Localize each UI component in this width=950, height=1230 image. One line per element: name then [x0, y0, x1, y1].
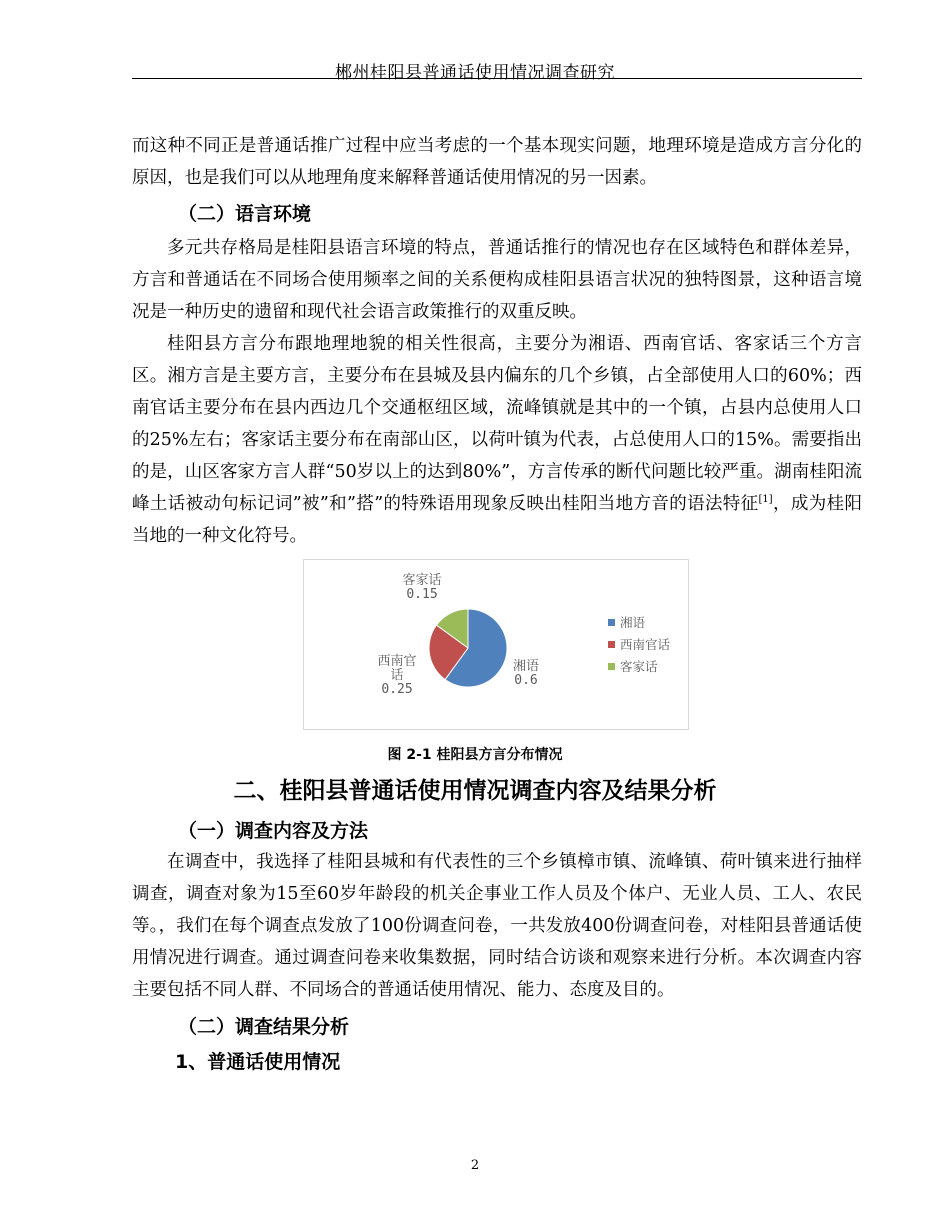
- data-label-value-xiang: 0.6: [514, 673, 538, 688]
- paragraph-2-text: 多元共存格局是桂阳县语言环境的特点，普通话推行的情况也存在区域特色和群体差异，方言和普通话在不同场合使用频率之间的关系便构成桂阳县语言状况的独特图景，这种语言境况是一种历史的遗留和现代社会语言政策推行的双重反映。: [132, 238, 862, 322]
- figure-caption: 图 2-1 桂阳县方言分布情况: [387, 747, 563, 763]
- paragraph-4-text: 在调查中，我选择了桂阳县城和有代表性的三个乡镇樟市镇、流峰镇、荷叶镇来进行抽样调查，调查对象为15至60岁年龄段的机关企事业工作人员及个体户、无业人员、工人、农民等。，我们在每个调查点发放了100份调查问卷，一共发放400份调查问卷，对桂阳县普通话使用情况进行调查。通过调查问卷来收集数据，同时结合访谈和观察来进行分析。本次调查内容主要包括不同人群、不同场合的普通话使用情况、能力、态度及目的。: [132, 852, 862, 1000]
- citation-ref: [1]: [758, 494, 773, 506]
- legend-swatch-hakka: [608, 663, 615, 670]
- header-rule: [132, 78, 862, 79]
- paragraph-1-text: 而这种不同正是普通话推广过程中应当考虑的一个基本现实问题，地理环境是造成方言分化的原因，也是我们可以从地理角度来解释普通话使用情况的另一因素。: [132, 136, 862, 188]
- heading-mandarin-usage: 1、普通话使用情况: [175, 1051, 341, 1073]
- data-label-name-hakka: 客家话: [402, 573, 442, 588]
- paragraph-1: [132, 130, 862, 194]
- legend-label-southwest-mandarin: 西南官话: [620, 637, 671, 652]
- paragraph-3-main: 桂阳县方言分布跟地理地貌的相关性很高，主要分为湘语、西南官话、客家话三个方言区。湘方言是主要方言，主要分布在县城及县内偏东的几个乡镇，占全部使用人口的60%；西南官话主要分布在县内西边几个交通枢纽区域，流峰镇就是其中的一个镇，占县内总使用人口的25%左右；客家话主要分布在南部山区，以荷叶镇为代表，占总使用人口的15%。需要指出的是，山区客家方言人群“50岁以上的达到80%”，方言传承的断代问题比较严重。湖南桂阳流峰土话被动句标记词”被”和”搭”的特殊语用现象反映出桂阳当地方音的语法特征: [132, 334, 862, 514]
- paragraph-2: [132, 232, 862, 328]
- legend-swatch-southwest-mandarin: [608, 641, 615, 648]
- data-label-value-hakka: 0.15: [406, 587, 438, 602]
- pie-chart-figure: [303, 559, 689, 730]
- section-2-heading: 二、桂阳县普通话使用情况调查内容及结果分析: [233, 778, 717, 804]
- paragraph-3-text: [132, 328, 862, 552]
- data-label-name-southwest-mandarin: 西南官: [377, 654, 417, 669]
- paragraph-4: [132, 846, 862, 1006]
- data-label-value-southwest-mandarin: 0.25: [381, 682, 413, 697]
- legend-label-hakka: 客家话: [620, 659, 658, 674]
- data-label-name-xiang: 湘语: [512, 659, 540, 674]
- legend-swatch-xiang: [608, 619, 615, 626]
- heading-language-environment: （二）语言环境: [178, 203, 312, 225]
- pie-chart: [304, 560, 688, 729]
- heading-survey-methods: （一）调查内容及方法: [178, 820, 369, 842]
- data-label-name-southwest-mandarin: 话: [390, 668, 404, 683]
- page-number: 2: [470, 1158, 480, 1173]
- legend-label-xiang: 湘语: [620, 615, 646, 630]
- paragraph-3-tail: ，成为桂阳当地的一种文化符号。: [132, 494, 862, 546]
- paragraph-3: [132, 328, 862, 552]
- header-title: 郴州桂阳县普通话使用情况调查研究: [335, 63, 615, 83]
- heading-results-analysis: （二）调查结果分析: [178, 1016, 350, 1038]
